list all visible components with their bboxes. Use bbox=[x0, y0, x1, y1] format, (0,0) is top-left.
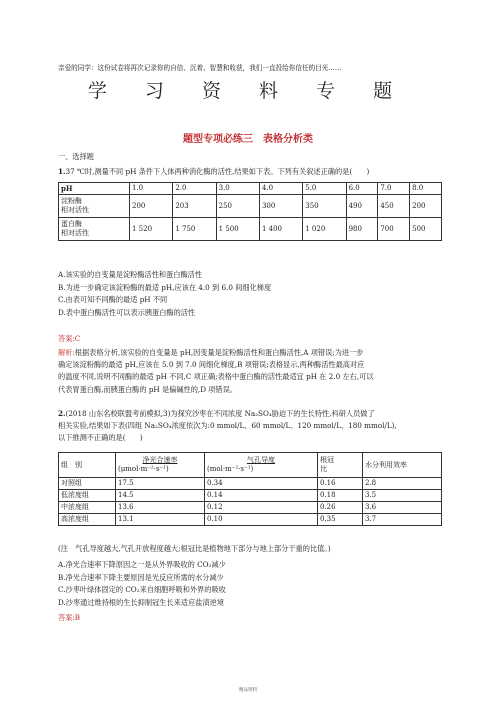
table-header-cell: pH bbox=[59, 183, 130, 195]
table-row bbox=[59, 490, 442, 502]
motto-line: 亲爱的同学：这份试卷将再次记录你的自信、沉着、智慧和收获，我们一直投给你信任的目光…… bbox=[58, 64, 342, 72]
table-cell: 1 520 bbox=[130, 218, 173, 241]
q1-stem bbox=[58, 167, 442, 177]
table-header-cell: 3.0 bbox=[216, 183, 259, 195]
q2-stem-line: 以下推测不正确的是( ) bbox=[58, 433, 143, 443]
row-label-line: 蛋白酶 bbox=[61, 220, 82, 228]
table-cell: 14.5 bbox=[116, 490, 205, 502]
q2-stem bbox=[58, 409, 442, 443]
header-line: 净光合速率 bbox=[142, 456, 178, 464]
table-cell: 350 bbox=[303, 195, 346, 218]
option-b: B.为进一步确定该淀粉酶的最适 pH,应该在 4.0 到 6.0 间细化梯度 bbox=[58, 282, 272, 292]
table-header-cell: 2.0 bbox=[173, 183, 216, 195]
table-cell: 200 bbox=[130, 195, 173, 218]
header-line: 比 bbox=[320, 465, 327, 473]
table-cell: 200 bbox=[410, 195, 442, 218]
row-label bbox=[59, 218, 130, 241]
option-d: D.沙枣通过维持根的生长抑制冠生长来适应盐渍逆境 bbox=[58, 597, 224, 607]
table-header-cell: 6.0 bbox=[346, 183, 378, 195]
table-cell: 3.5 bbox=[363, 490, 442, 502]
row-label-line: 相对活性 bbox=[61, 229, 89, 237]
q2-number: 2. bbox=[58, 409, 66, 418]
q2-stem-line: 相关实验,结果如下表(四组 Na₂SO₄浓度依次为:0 mmol/L、60 mmol/L、120 mmol/L、180 mmol/L), bbox=[58, 421, 397, 431]
table-cell: 高浓度组 bbox=[59, 514, 116, 526]
option-a: A.净光合速率下降原因之一是从外界吸收的 CO₂减少 bbox=[58, 560, 226, 569]
table-header-cell: 8.0 bbox=[410, 183, 442, 195]
analysis-label: 解析: bbox=[58, 348, 75, 357]
table-cell: 中浓度组 bbox=[59, 502, 116, 514]
q2-stem-text: (2018 山东名校联盟考前模拟,3)为探究沙枣在不同浓度 Na₂SO₄胁迫下的生长特性,科研人员做了 bbox=[65, 409, 375, 418]
table-header-cell bbox=[318, 453, 363, 478]
q2-options bbox=[58, 560, 442, 607]
table-cell: 13.1 bbox=[116, 514, 205, 526]
table-cell: 300 bbox=[259, 195, 302, 218]
table-cell: 203 bbox=[173, 195, 216, 218]
row-label bbox=[59, 195, 130, 218]
table-cell: 0.14 bbox=[205, 490, 318, 502]
table-cell: 0.35 bbox=[318, 514, 363, 526]
q2-stem-line bbox=[58, 409, 442, 419]
q1-table bbox=[58, 182, 442, 241]
table-header-cell: 5.0 bbox=[303, 183, 346, 195]
q2-table-header-row bbox=[59, 453, 442, 478]
table-cell: 0.26 bbox=[318, 502, 363, 514]
answer-label: 答案: bbox=[58, 334, 75, 343]
analysis-line: 的温度不同,说明不同酶的最适 pH 不同,C 项正确;表格中蛋白酶的活性最适宜 pH 在 2.0 左右,可以 bbox=[58, 372, 374, 382]
table-cell: 450 bbox=[378, 195, 410, 218]
table-cell: 17.5 bbox=[116, 478, 205, 490]
option-d: D.表中蛋白酶活性可以表示胰蛋白酶的活性 bbox=[58, 307, 196, 317]
q1-answer bbox=[58, 334, 442, 344]
banner-title: 学 习 资 料 专 题 bbox=[87, 80, 409, 102]
table-cell: 0.18 bbox=[318, 490, 363, 502]
analysis-line: 确定该淀粉酶的最适 pH,应该在 5.0 到 7.0 间细化梯度,B 项错误;表格显示,两种酶活性最高对应 bbox=[58, 360, 365, 370]
answer-label: 答案: bbox=[58, 613, 75, 622]
row-label-line: 相对活性 bbox=[61, 206, 89, 214]
table-cell: 500 bbox=[410, 218, 442, 241]
answer-value: B bbox=[74, 613, 81, 622]
q2-note: (注 气孔导度越大,气孔开放程度越大;根冠比是植物地下部分与地上部分干重的比值。) bbox=[58, 544, 331, 553]
q1-stem-text: 37 ℃时,测量不同 pH 条件下人体两种消化酶的活性,结果如下表。下列有关叙述正确的是( ) bbox=[65, 167, 370, 176]
table-header-cell: 7.0 bbox=[378, 183, 410, 195]
option-c: C.沙枣叶绿体固定的 CO₂来自细胞呼吸和外界的吸收 bbox=[58, 585, 226, 595]
header-unit: (mol·m⁻²·s⁻¹) bbox=[207, 465, 254, 473]
option-c: C.由表可知不同酶的最适 pH 不同 bbox=[58, 295, 168, 305]
table-cell: 980 bbox=[346, 218, 378, 241]
q2-table bbox=[58, 452, 442, 526]
table-cell: 对照组 bbox=[59, 478, 116, 490]
table-cell: 490 bbox=[346, 195, 378, 218]
table-cell: 13.6 bbox=[116, 502, 205, 514]
table-cell: 3.6 bbox=[363, 502, 442, 514]
table-cell: 250 bbox=[216, 195, 259, 218]
answer-value: C bbox=[74, 334, 81, 343]
table-cell: 0.10 bbox=[205, 514, 318, 526]
table-header-cell: 水分利用效率 bbox=[363, 453, 442, 478]
table-header-cell: 组 别 bbox=[59, 453, 116, 478]
table-cell: 1 500 bbox=[216, 218, 259, 241]
table-cell: 2.8 bbox=[363, 478, 442, 490]
header-line: 根冠 bbox=[320, 456, 334, 464]
table-header-cell bbox=[116, 453, 205, 478]
table-row bbox=[59, 218, 442, 241]
table-header-cell bbox=[205, 453, 318, 478]
table-row bbox=[59, 478, 442, 490]
table-header-cell: 4.0 bbox=[259, 183, 302, 195]
q2-answer bbox=[58, 613, 442, 623]
analysis-text: 根据表格分析,该实验的自变量是 pH,因变量是淀粉酶活性和蛋白酶活性,A 项错误;为进一步 bbox=[74, 348, 364, 357]
analysis-line: 代表胃蛋白酶,而胰蛋白酶的 pH 是偏碱性的,D 项错误。 bbox=[58, 384, 237, 394]
table-cell: 1 750 bbox=[173, 218, 216, 241]
table-row bbox=[59, 514, 442, 526]
q1-table-header-row bbox=[59, 183, 442, 195]
page-title: 题型专项必练三 表格分析类 bbox=[183, 134, 313, 145]
option-a: A.该实验的自变量是淀粉酶活性和蛋白酶活性 bbox=[58, 270, 203, 279]
table-cell: 1 020 bbox=[303, 218, 346, 241]
section-heading: 一、选择题 bbox=[58, 152, 94, 161]
table-cell: 0.16 bbox=[318, 478, 363, 490]
q1-options bbox=[58, 270, 442, 317]
header-line: 气孔导度 bbox=[247, 456, 275, 464]
table-row bbox=[59, 195, 442, 218]
analysis-line bbox=[58, 348, 442, 358]
q1-number: 1. bbox=[58, 167, 66, 176]
table-cell: 0.12 bbox=[205, 502, 318, 514]
q1-analysis bbox=[58, 348, 442, 394]
option-b: B.净光合速率下降主要原因是光反应所需的水分减少 bbox=[58, 572, 224, 582]
table-row bbox=[59, 502, 442, 514]
table-header-cell: 1.0 bbox=[130, 183, 173, 195]
table-cell: 0.34 bbox=[205, 478, 318, 490]
table-cell: 1 400 bbox=[259, 218, 302, 241]
table-cell: 3.7 bbox=[363, 514, 442, 526]
page-footer: 精品资料 bbox=[239, 688, 257, 693]
table-cell: 低浓度组 bbox=[59, 490, 116, 502]
table-cell: 700 bbox=[378, 218, 410, 241]
row-label-line: 淀粉酶 bbox=[61, 197, 82, 205]
header-unit: (μmol·m⁻²·s⁻¹) bbox=[118, 465, 169, 473]
